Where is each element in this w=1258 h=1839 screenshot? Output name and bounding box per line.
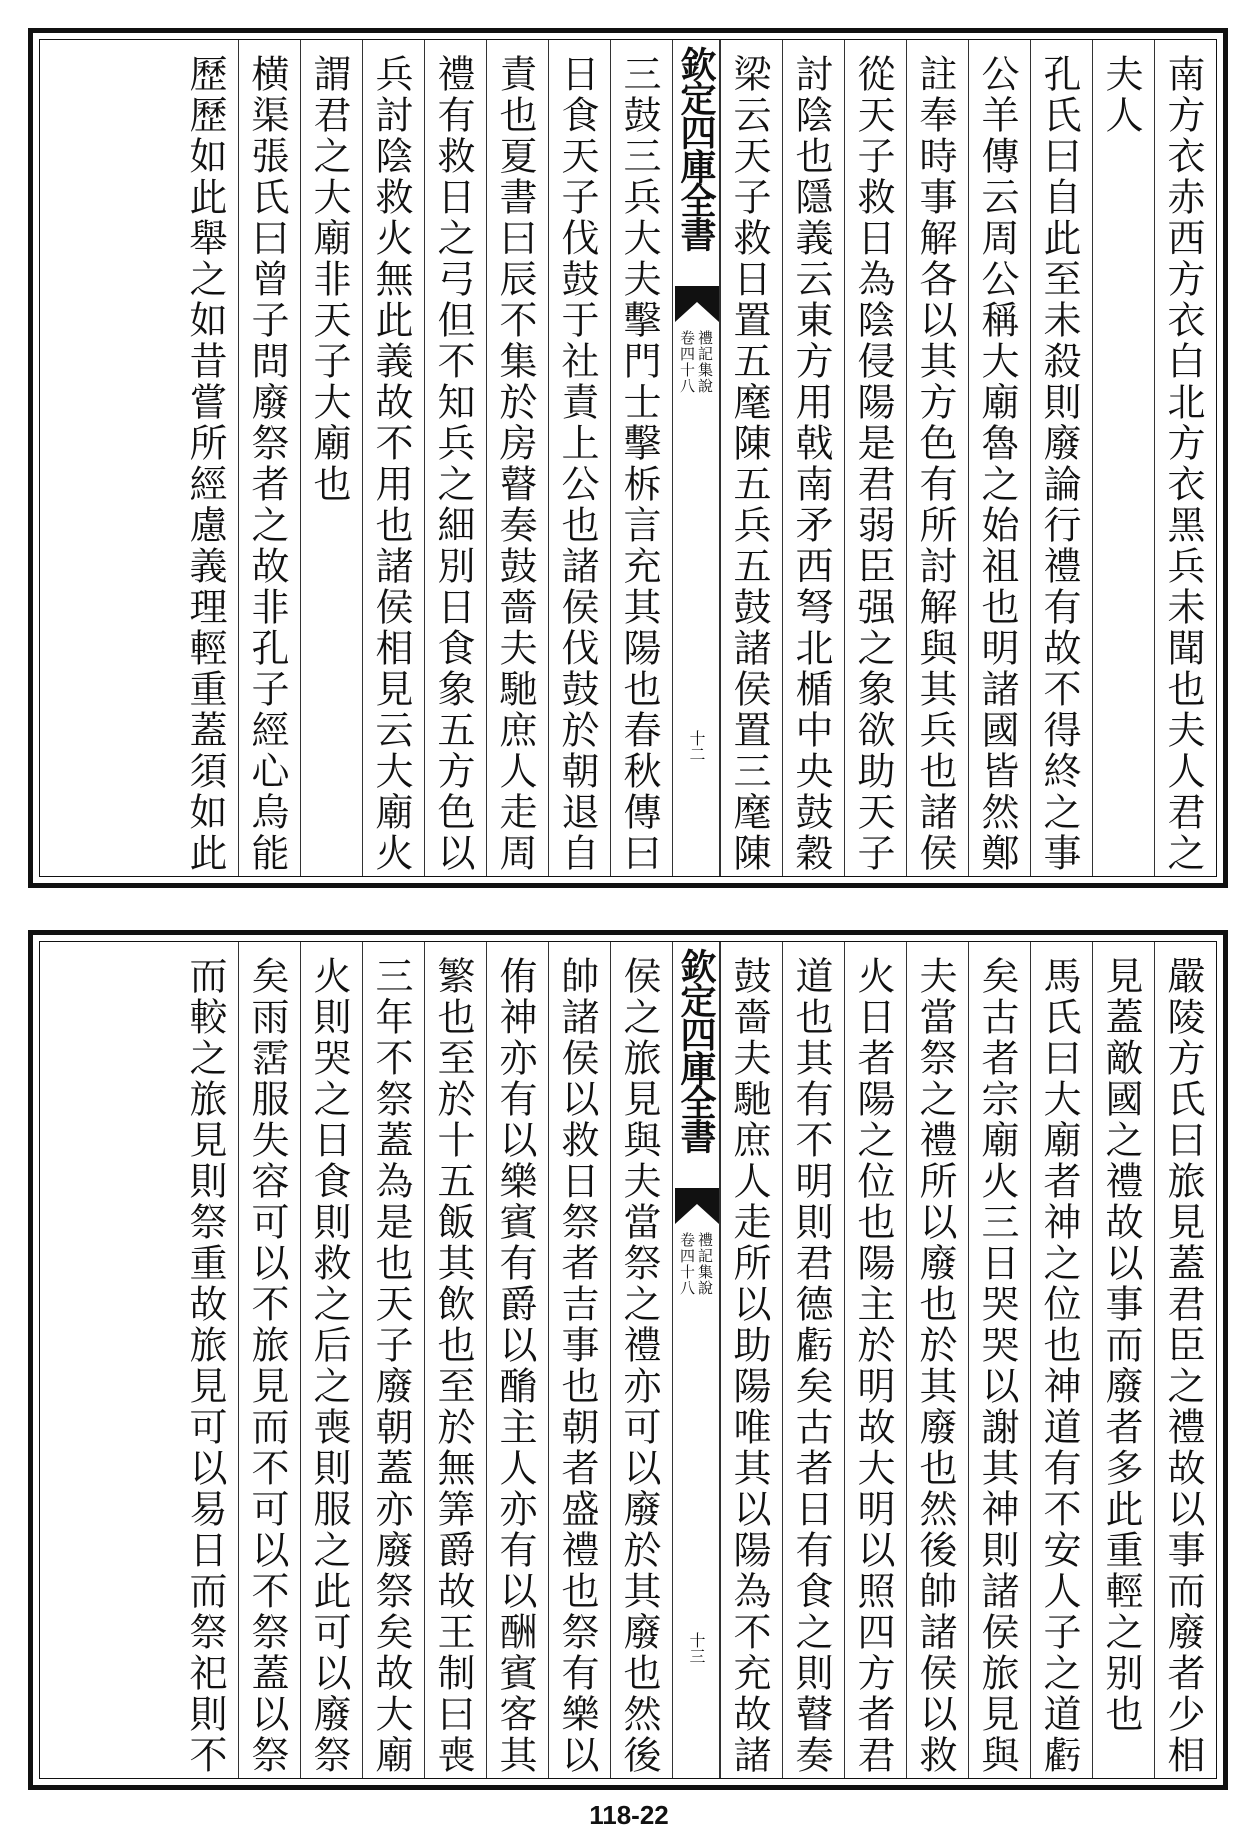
banxin-book-title: 禮記集說 bbox=[696, 1232, 714, 1296]
text-column: 侑神亦有以樂賓有爵以酳主人亦有以酬賓客其 bbox=[486, 942, 548, 1778]
text-column: 日食天子伐鼓于社責上公也諸侯伐鼓於朝退自 bbox=[548, 40, 610, 876]
text-column: 討陰也隱義云東方用戟南矛西弩北楯中央鼓穀 bbox=[782, 40, 844, 876]
text-column: 繁也至於十五飯其飲也至於無筭爵故王制曰喪 bbox=[424, 942, 486, 1778]
text-column: 侯之旅見與夫當祭之禮亦可以廢於其廢也然後 bbox=[610, 942, 672, 1778]
upper-page bbox=[28, 28, 1228, 888]
banxin-title: 欽定四庫全書 bbox=[675, 948, 717, 1152]
text-column: 矣古者宗廟火三日哭哭以謝其神則諸侯旅見與 bbox=[968, 942, 1030, 1778]
banxin-title: 欽定四庫全書 bbox=[675, 46, 717, 250]
fishtail-ornament-icon bbox=[675, 286, 719, 322]
lower-page bbox=[28, 930, 1228, 1790]
upper-page-frame bbox=[39, 39, 1217, 877]
text-column: 註奉時事解各以其方色有所討解與其兵也諸侯 bbox=[906, 40, 968, 876]
page-footer-label: 118-22 bbox=[589, 1800, 669, 1830]
banxin-page-number: 十二 bbox=[687, 730, 706, 762]
banxin-subtitle bbox=[677, 1232, 715, 1296]
text-column: 夫當祭之禮所以廢也於其廢也然後帥諸侯以救 bbox=[906, 942, 968, 1778]
text-column: 謂君之大廟非天子大廟也 bbox=[300, 40, 362, 876]
banxin-volume: 卷四十八 bbox=[678, 330, 696, 394]
text-column: 嚴陵方氏曰旅見蓋君臣之禮故以事而廢者少相 bbox=[1154, 942, 1216, 1778]
text-column: 公羊傳云周公稱大廟魯之始祖也明諸國皆然鄭 bbox=[968, 40, 1030, 876]
text-column: 帥諸侯以救日祭者吉事也朝者盛禮也祭有樂以 bbox=[548, 942, 610, 1778]
text-column: 矣雨霑服失容可以不旅見而不可以不祭蓋以祭 bbox=[238, 942, 300, 1778]
banxin-subtitle bbox=[677, 330, 715, 394]
text-column: 禮有救日之弓但不知兵之細別日食象五方色以 bbox=[424, 40, 486, 876]
text-column: 三年不祭蓋為是也天子廢朝蓋亦廢祭矣故大廟 bbox=[362, 942, 424, 1778]
text-column: 見蓋敵國之禮故以事而廢者多此重輕之别也 bbox=[1092, 942, 1154, 1778]
text-column: 火則哭之日食則救之后之喪則服之此可以廢祭 bbox=[300, 942, 362, 1778]
text-column: 梁云天子救日置五麾陳五兵五鼓諸侯置三麾陳 bbox=[720, 40, 782, 876]
text-column: 道也其有不明則君德虧矣古者日有食之則瞽奏 bbox=[782, 942, 844, 1778]
lower-page-frame bbox=[39, 941, 1217, 1779]
text-column: 歷歷如此舉之如昔嘗所經慮義理輕重蓋須如此 bbox=[183, 54, 227, 874]
text-column: 馬氏曰大廟者神之位也神道有不安人子之道虧 bbox=[1030, 942, 1092, 1778]
text-column: 三鼓三兵大夫擊門士擊柝言充其陽也春秋傳曰 bbox=[610, 40, 672, 876]
fishtail-ornament-icon bbox=[675, 1188, 719, 1224]
text-column: 兵討陰救火無此義故不用也諸侯相見云大廟火 bbox=[362, 40, 424, 876]
banxin-book-title: 禮記集說 bbox=[696, 330, 714, 394]
center-fold-banxin bbox=[672, 40, 720, 876]
text-column: 火日者陽之位也陽主於明故大明以照四方者君 bbox=[844, 942, 906, 1778]
text-column: 責也夏書曰辰不集於房瞽奏鼓嗇夫馳庶人走周 bbox=[486, 40, 548, 876]
text-column: 而較之旅見則祭重故旅見可以易日而祭祀則不 bbox=[183, 956, 227, 1776]
text-column: 孔氏曰自此至未殺則廢論行禮有故不得終之事 bbox=[1030, 40, 1092, 876]
text-column: 從天子救日為陰侵陽是君弱臣强之象欲助天子 bbox=[844, 40, 906, 876]
text-column: 南方衣赤西方衣白北方衣黑兵未聞也夫人君之 bbox=[1154, 40, 1216, 876]
text-column: 夫人 bbox=[1092, 40, 1154, 876]
center-fold-banxin bbox=[672, 942, 720, 1778]
banxin-volume: 卷四十八 bbox=[678, 1232, 696, 1296]
text-column: 鼓嗇夫馳庶人走所以助陽唯其以陽為不充故諸 bbox=[720, 942, 782, 1778]
text-column: 横渠張氏曰曾子問廢祭者之故非孔子經心烏能 bbox=[238, 40, 300, 876]
banxin-page-number: 十三 bbox=[687, 1632, 706, 1664]
